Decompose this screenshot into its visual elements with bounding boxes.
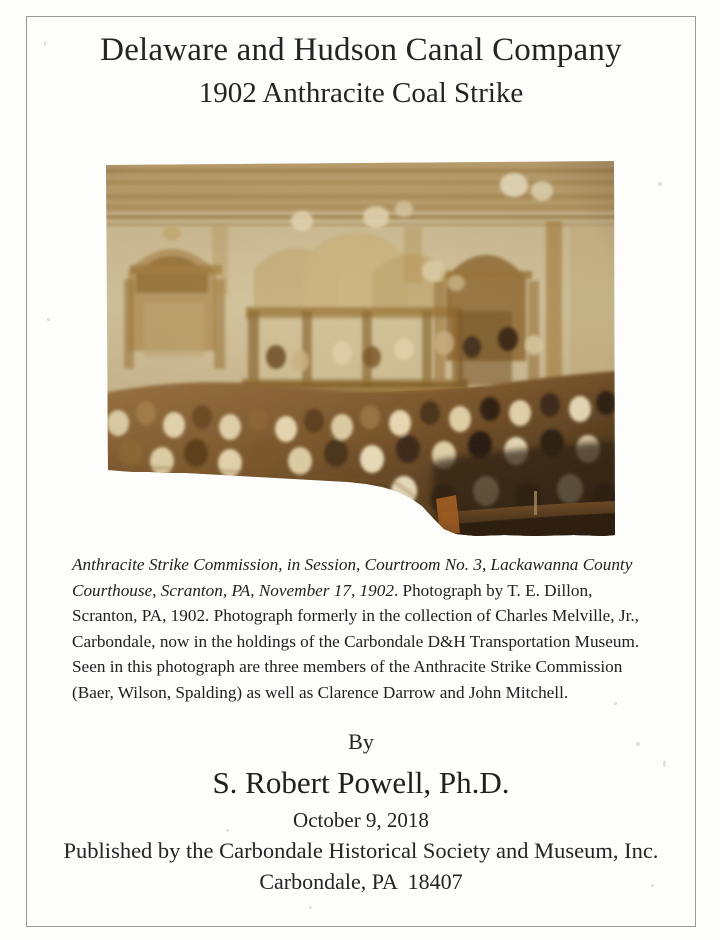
publisher-address: Carbondale, PA 18407: [259, 869, 463, 894]
caption-italic-citation: Anthracite Strike Commission, in Session, Courtroom No. 3, Lackawanna County Courthouse, Scranton, PA, November 17, 1902: [72, 555, 633, 600]
scan-speck: [309, 906, 312, 909]
caption-roman-text: . Photograph by T. E. Dillon, Scranton, PA, 1902. Photograph formerly in the collection of Charles Melville, Jr., Carbondale, now in the holdings of the Carbondale D&H Transportation Museum. Seen in this photograph are three members of the Anthracite Strike Commission (Baer, Wilson, Spalding) as well as Clarence Darrow and John Mitchell.: [72, 580, 640, 702]
scan-speck: [226, 829, 229, 832]
scan-speck: [636, 742, 640, 746]
by-label: By: [348, 729, 374, 754]
page-title-line-2: 1902 Anthracite Coal Strike: [198, 77, 524, 109]
publisher-name: Published by the Carbondale Historical Society and Museum, Inc.: [63, 838, 659, 863]
byline-block: [27, 728, 695, 897]
scan-speck: [47, 318, 50, 321]
page-title-line-1: Delaware and Hudson Canal Company: [100, 32, 622, 68]
author-name: S. Robert Powell, Ph.D.: [212, 765, 510, 800]
scan-speck: [663, 760, 666, 767]
publication-date: October 9, 2018: [293, 808, 429, 832]
scan-speck: [658, 182, 662, 186]
scan-speck: [651, 884, 654, 887]
courtroom-photograph: [104, 161, 616, 537]
title-block: [27, 30, 695, 112]
scan-speck: [44, 41, 46, 46]
photograph-caption: [72, 552, 652, 706]
scan-speck: [614, 702, 617, 705]
